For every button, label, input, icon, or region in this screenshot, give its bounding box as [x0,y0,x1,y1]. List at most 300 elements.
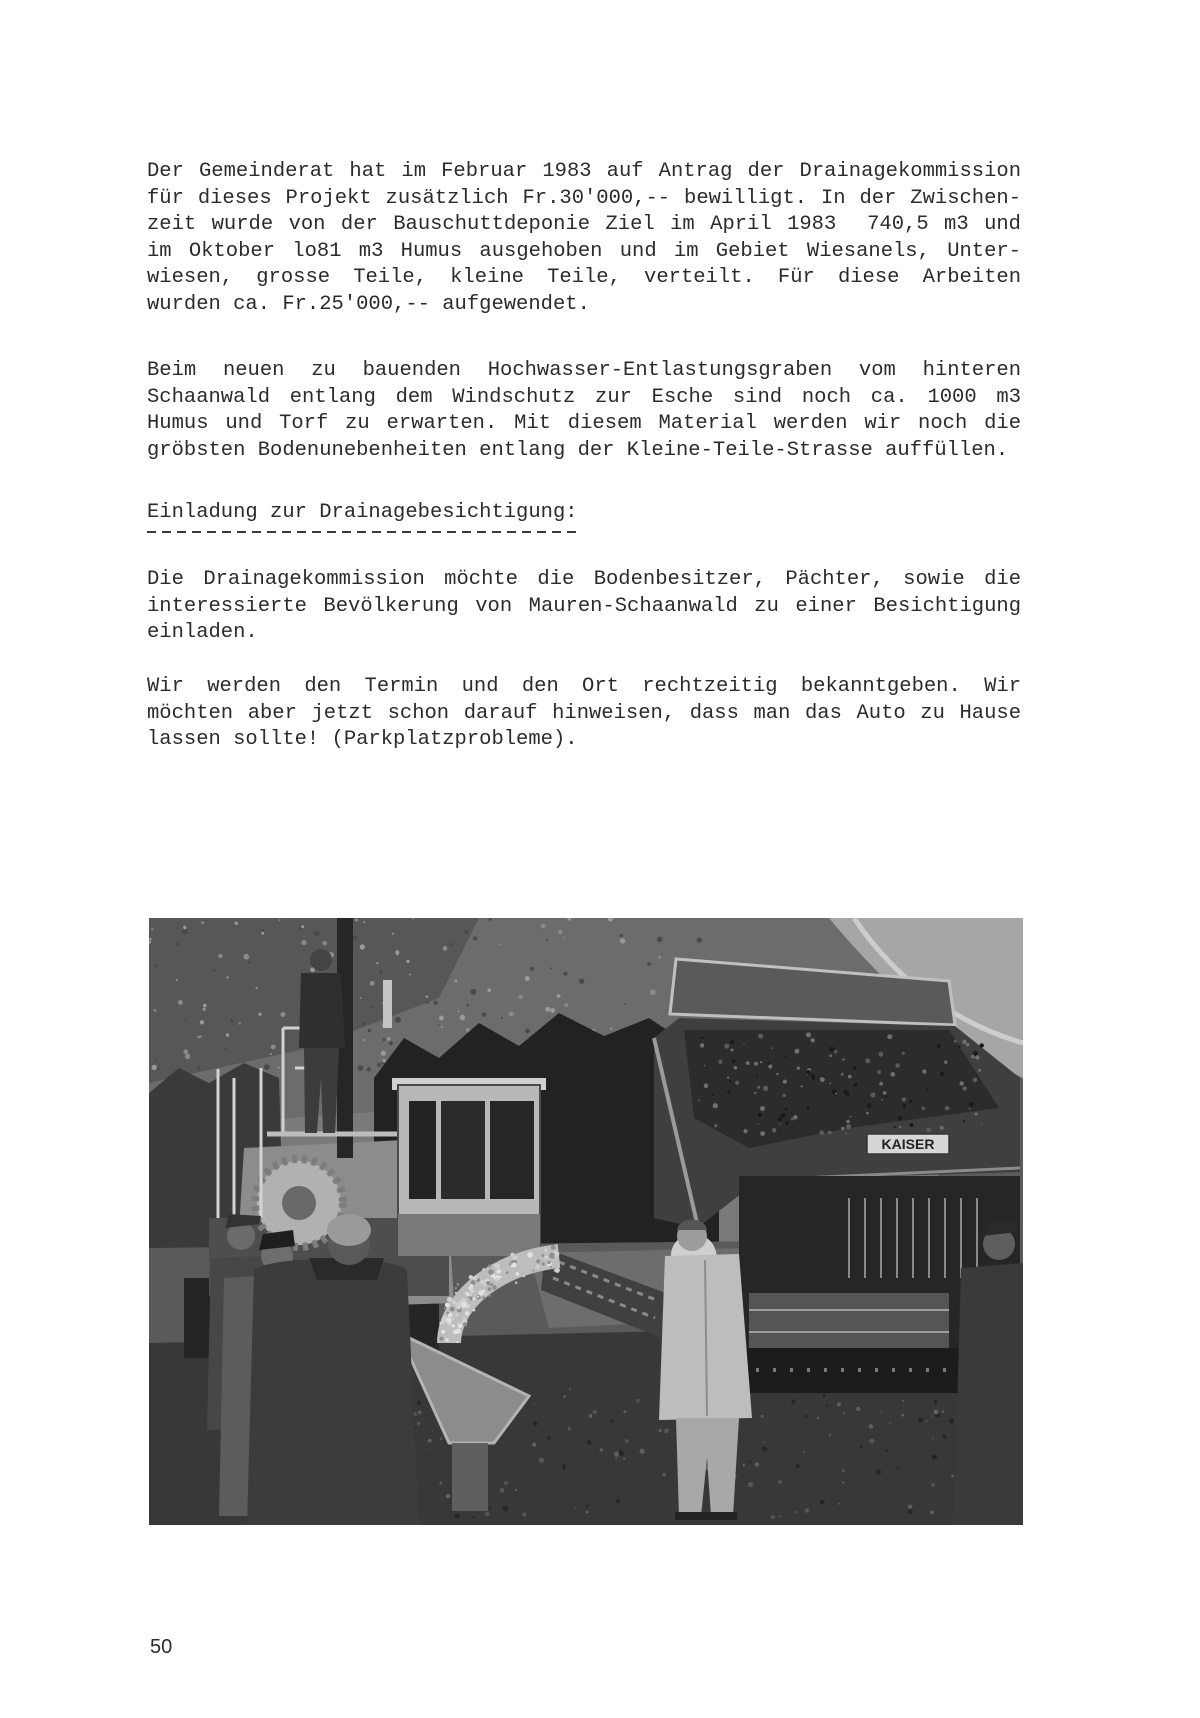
texture-speck [754,1092,756,1094]
texture-speck [841,1127,844,1130]
texture-speck [185,1054,190,1059]
texture-speck [795,1511,797,1513]
texture-speck [807,1106,810,1109]
texture-speck [358,1065,363,1070]
texture-speck [457,1283,460,1286]
texture-speck [149,938,151,940]
texture-speck [902,1104,906,1108]
texture-speck [200,1020,204,1024]
texture-speck [850,1116,852,1118]
texture-speck [711,1093,714,1096]
texture-speck [197,1066,201,1070]
texture-speck [504,1481,508,1485]
texture-speck [453,1330,458,1335]
texture-speck [922,1069,926,1073]
texture-speck [488,1269,494,1275]
texture-speck [461,1302,467,1308]
texture-speck [443,946,448,951]
texture-speck [455,1292,457,1294]
texture-speck [768,1064,772,1068]
texture-speck [778,1480,782,1484]
texture-speck [460,1015,465,1020]
texture-speck [230,1019,234,1023]
texture-speck [323,941,327,945]
texture-speck [860,1446,863,1449]
texture-speck [811,1038,815,1042]
texture-speck [662,1473,665,1476]
text-line: wurden ca. Fr.25'000,-- aufgewendet. [147,292,590,316]
texture-speck [718,1060,722,1064]
texture-speck [533,1403,535,1405]
texture-speck [785,1056,787,1058]
texture-speck [262,929,265,932]
texture-speck [743,1464,745,1466]
texture-speck [482,1268,484,1270]
cab-window [490,1101,534,1199]
texture-speck [469,1294,472,1297]
texture-speck [889,1422,891,1424]
texture-speck [805,1508,810,1513]
texture-speck [760,1100,762,1102]
texture-speck [783,1080,787,1084]
texture-speck [470,989,476,995]
texture-speck [829,1054,832,1057]
texture-speck [226,1017,228,1019]
texture-speck [930,1511,934,1515]
texture-speck [426,995,428,997]
texture-speck [804,1415,807,1418]
texture-speck [455,979,458,982]
texture-speck [270,1053,272,1055]
texture-speck [155,964,158,967]
texture-speck [969,1108,971,1110]
texture-speck [361,1022,365,1026]
texture-speck [482,1013,486,1017]
texture-speck [441,1026,443,1028]
texture-speck [446,1312,449,1315]
texture-speck [794,1049,799,1054]
texture-speck [755,1462,759,1466]
text-line: Beim neuen zu bauenden Hochwasser-Entlastungsgraben vom hinteren [147,359,1021,382]
texture-speck [758,1124,760,1126]
texture-speck [360,997,362,999]
texture-speck [931,1483,935,1487]
texture-speck [426,1001,429,1004]
texture-speck [615,1457,617,1459]
paragraph-funding [147,159,1021,319]
texture-speck [975,1113,978,1116]
texture-speck [387,1037,390,1040]
texture-speck [600,1448,603,1451]
texture-speck [791,1118,794,1121]
texture-speck [201,921,204,924]
texture-speck [485,1512,490,1517]
texture-speck [973,1078,978,1083]
texture-speck [271,1045,276,1050]
texture-speck [749,1461,751,1463]
texture-speck [473,1297,476,1300]
texture-speck [856,1407,860,1411]
texture-speck [392,933,394,935]
texture-speck [549,1253,555,1259]
photo-frame [149,918,1023,1525]
texture-speck [817,1417,819,1419]
texture-speck [243,954,249,960]
texture-speck [536,1259,540,1263]
texture-speck [610,1419,613,1422]
texture-speck [479,1290,484,1295]
texture-speck [791,1400,795,1404]
texture-speck [515,1489,517,1491]
texture-speck [704,1084,709,1089]
text-line: Die Drainagekommission möchte die Bodenbesitzer, Pächter, sowie die [147,568,1021,591]
texture-speck [926,1128,931,1133]
texture-speck [280,1012,285,1017]
texture-speck [360,944,365,949]
texture-speck [657,937,663,943]
texture-speck [732,1059,736,1063]
texture-speck [152,1065,157,1070]
texture-speck [949,1419,954,1424]
texture-speck [779,1123,781,1125]
texture-speck [439,1016,444,1021]
texture-speck [501,1017,503,1019]
texture-speck [154,1009,157,1012]
texture-speck [558,930,562,934]
texture-speck [908,1505,912,1509]
texture-speck [545,1007,550,1012]
chute [452,1443,488,1511]
texture-speck [279,919,281,921]
texture-speck [440,1438,443,1441]
texture-speck [640,1449,645,1454]
texture-speck [563,937,565,939]
texture-speck [440,1322,442,1324]
texture-speck [395,950,399,954]
texture-speck [382,1038,385,1041]
texture-speck [945,1106,949,1110]
texture-speck [891,1072,896,1077]
texture-speck [431,1430,433,1432]
mast-light-post [383,980,392,1028]
texture-speck [586,1505,588,1507]
texture-speck [532,1443,536,1447]
text-line: im Oktober lo81 m3 Humus ausgehoben und im Gebiet Wiesanels, Unter- [147,239,1021,263]
texture-speck [969,1102,974,1107]
texture-speck [489,1295,491,1297]
texture-speck [636,1399,640,1403]
texture-speck [379,970,383,974]
texture-speck [801,1085,803,1087]
texture-speck [760,1061,762,1063]
texture-speck [837,1402,841,1406]
texture-speck [854,1083,858,1087]
texture-speck [503,1506,508,1511]
texture-speck [623,1458,625,1460]
texture-speck [771,1047,773,1049]
texture-speck [593,1410,597,1414]
texture-speck [625,1439,629,1443]
texture-speck [781,1113,786,1118]
texture-speck [587,1440,592,1445]
texture-speck [522,1512,526,1516]
texture-speck [363,921,365,923]
person-shoes [675,1512,737,1520]
trencher-gear-hub [282,1186,316,1220]
texture-speck [727,1091,730,1094]
texture-speck [966,1043,969,1046]
texture-speck [151,928,153,930]
texture-speck [457,1010,459,1012]
texture-speck [848,1075,852,1079]
texture-speck [455,1313,459,1317]
texture-speck [178,1000,183,1005]
page-number: 50 [150,1636,173,1658]
texture-speck [509,1012,514,1017]
text-line: Humus und Torf zu erwarten. Mit diesem Material werden wir noch die [147,412,1021,436]
texture-speck [473,1309,475,1311]
texture-speck [698,1100,700,1102]
texture-speck [440,1337,444,1341]
texture-speck [452,1318,455,1321]
texture-speck [876,1470,881,1475]
texture-speck [495,1278,499,1282]
person-coat [247,1259,419,1525]
texture-speck [457,1305,461,1309]
text-line: Wir werden den Termin und den Ort rechtzeitig bekanntgeben. Wir [147,675,1021,698]
texture-speck [530,967,534,971]
texture-speck [754,1062,758,1066]
texture-speck [433,1001,437,1005]
texture-speck [940,1072,944,1076]
paragraph-invitation [147,567,1021,647]
texture-speck [806,1070,810,1074]
texture-speck [735,1081,739,1085]
texture-speck [289,937,291,939]
texture-speck [704,1065,706,1067]
texture-speck [981,1124,983,1126]
texture-speck [806,1074,808,1076]
texture-speck [940,1126,944,1130]
texture-speck [743,1129,747,1133]
texture-speck [701,1037,704,1040]
texture-speck [516,1272,520,1276]
texture-speck [879,1052,884,1057]
texture-speck [546,939,548,941]
texture-speck [563,1395,566,1398]
text-line: möchten aber jetzt schon darauf hinweisen, dass man das Auto zu Hause [147,701,1021,725]
texture-speck [539,1458,545,1464]
text-line: Der Gemeinderat hat im Februar 1983 auf Antrag der Drainagekommission [147,160,1021,183]
texture-speck [902,1414,905,1417]
texture-speck [830,1047,835,1052]
texture-speck [509,1263,511,1265]
texture-speck [756,1076,758,1078]
cab-lower-panel [398,1214,540,1256]
texture-speck [446,1494,451,1499]
texture-speck [525,976,530,981]
texture-speck [845,1133,847,1135]
texture-speck [449,943,453,947]
texture-speck [445,1303,450,1308]
texture-speck [897,1467,899,1469]
texture-speck [960,1081,964,1085]
texture-speck [513,1257,516,1260]
texture-speck [247,961,250,964]
texture-speck [942,1435,946,1439]
texture-speck [456,1341,458,1343]
texture-speck [846,1124,851,1129]
texture-speck [870,1093,875,1098]
texture-speck [838,1503,840,1505]
texture-speck [899,1126,901,1128]
texture-speck [620,934,623,937]
texture-speck [264,1064,270,1070]
texture-speck [763,1441,765,1443]
texture-speck [550,1266,552,1268]
texture-speck [203,1004,207,1008]
texture-speck [616,1499,620,1503]
text-line: zeit wurde von der Bauschuttdeponie Ziel im April 1983 740,5 m3 und [147,213,1021,237]
texture-speck [492,1285,497,1290]
texture-speck [806,1032,811,1037]
texture-speck [826,1404,828,1406]
texture-speck [355,919,358,922]
paragraph-relief-trench [147,358,1021,464]
texture-speck [954,1040,957,1043]
texture-speck [525,1029,530,1034]
texture-speck [879,1082,883,1086]
texture-speck [183,1049,188,1054]
texture-speck [447,1297,453,1303]
texture-speck [841,1073,844,1076]
texture-speck [909,1123,913,1127]
texture-speck [944,1061,947,1064]
texture-speck [883,1091,887,1095]
texture-speck [176,979,178,981]
texture-speck [803,1451,805,1453]
hopper-conveyor [749,1293,949,1351]
texture-speck [958,1046,960,1048]
texture-speck [842,1469,845,1472]
texture-speck [894,1126,896,1128]
texture-speck [256,987,258,989]
texture-speck [902,1097,906,1101]
texture-speck [452,1301,456,1305]
texture-speck [762,1446,767,1451]
texture-speck [428,1454,430,1456]
texture-speck [224,1048,226,1050]
texture-speck [931,1415,933,1417]
texture-speck [488,1287,492,1291]
texture-speck [763,1086,768,1091]
cab-window [441,1101,485,1199]
texture-speck [550,967,552,969]
texture-speck [473,936,477,940]
texture-speck [724,1044,729,1049]
texture-speck [760,1106,765,1111]
texture-speck [510,1261,512,1263]
texture-speck [484,1292,487,1295]
texture-speck [793,1115,797,1119]
texture-speck [586,1511,589,1514]
texture-speck [389,1041,393,1045]
texture-speck [183,926,186,929]
texture-speck [500,1488,505,1493]
text-line: wiesen, grosse Teile, kleine Teile, verteilt. Für diese Arbeiten [147,266,1021,290]
texture-speck [452,1324,455,1327]
cab-window [409,1101,436,1199]
texture-speck [881,1099,883,1101]
texture-speck [727,1077,729,1079]
texture-speck [828,1434,831,1437]
texture-speck [438,1024,440,1026]
texture-speck [713,1103,718,1108]
texture-speck [239,1022,241,1024]
texture-speck [469,1275,473,1279]
texture-speck [934,1410,939,1415]
texture-speck [468,1299,470,1301]
texture-speck [455,1287,457,1289]
texture-speck [406,960,409,963]
texture-speck [885,1096,887,1098]
texture-speck [563,972,567,976]
texture-speck [834,1050,837,1053]
texture-speck [353,935,358,940]
texture-speck [785,1108,788,1111]
texture-speck [926,1089,929,1092]
texture-speck [842,1058,844,1060]
text-line: gröbsten Bodenunebenheiten entlang der Kleine-Teile-Strasse auffüllen. [147,438,1009,462]
texture-speck [202,1008,206,1012]
texture-speck [218,954,222,958]
texture-speck [512,1263,517,1268]
kaiser-label-text: KAISER [881,1136,935,1152]
texture-speck [155,1058,157,1060]
invitation-heading: Einladung zur Drainagebesichtigung: [147,501,578,524]
texture-speck [758,1034,763,1039]
texture-speck [455,1514,460,1519]
texture-speck [226,976,228,978]
texture-speck [877,1070,881,1074]
texture-speck [506,1271,509,1274]
texture-speck [499,1276,502,1279]
texture-speck [853,1066,857,1070]
texture-speck [363,1039,366,1042]
person-coat [954,1263,1023,1525]
texture-speck [469,1289,474,1294]
texture-speck [772,1128,776,1132]
texture-speck [439,1482,442,1485]
texture-speck [962,1086,967,1091]
texture-speck [563,1467,566,1470]
texture-speck [477,1296,479,1298]
worker-head [310,949,332,971]
texture-speck [811,1074,815,1078]
texture-speck [758,1113,762,1117]
text-line: einladen. [147,621,258,645]
texture-speck [881,1412,883,1414]
texture-speck [926,1420,928,1422]
texture-speck [746,1061,750,1065]
texture-speck [963,1120,965,1122]
texture-speck [618,1451,623,1456]
texture-speck [895,1063,900,1068]
texture-speck [371,1005,374,1008]
texture-speck [235,922,238,925]
texture-speck [729,1080,731,1082]
texture-speck [820,1077,825,1082]
